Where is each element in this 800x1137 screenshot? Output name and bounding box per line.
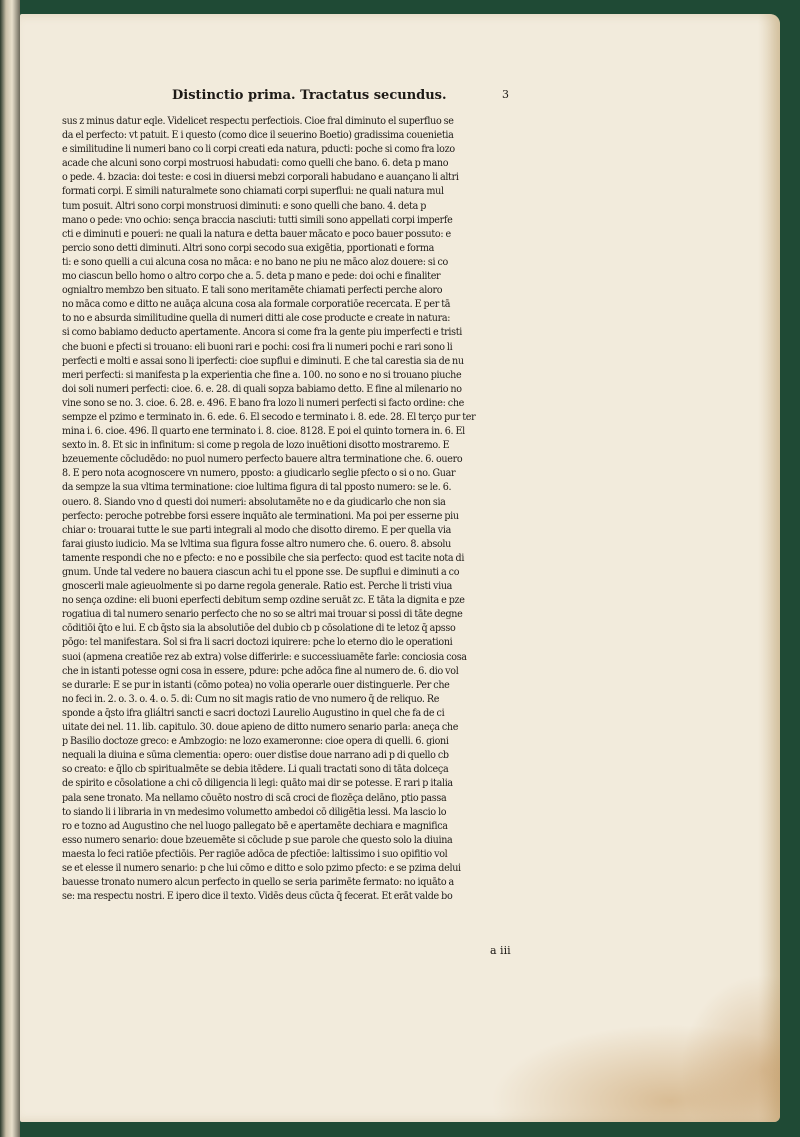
text-line: 8. E pero nota acognoscere vn numero, pposto: a giudicarlo seglie pfecto o si o no. Guar bbox=[62, 467, 456, 480]
text-line: ti: e sono quelli a cui alcuna cosa no māca: e no bano ne piu ne māco aloz douere: si co bbox=[62, 255, 448, 268]
text-line: no sença ozdine: eli buoni eperfecti debitum semp ozdine seruāt zc. E tāta la dignita e pze bbox=[62, 594, 465, 607]
text-line: da el perfecto: vt patuit. E i questo (como dice il seuerino Boetio) gradissima couenietia bbox=[62, 129, 454, 142]
text-line: cti e diminuti e poueri: ne quali la natura e detta bauer mācato e poco bauer possuto: e bbox=[62, 227, 451, 240]
text-line: no feci in. 2. o. 3. o. 4. o. 5. di: Cum no sit magis ratio de vno numero q̄ de reliquo. Re bbox=[62, 692, 440, 705]
text-line: perfecto: peroche potrebbe forsi essere inquāto ale terminationi. Ma poi per esserne piu bbox=[62, 509, 459, 522]
text-line: maesta lo feci ratiōe pfectiōis. Per ragiōe adōca de pfectiōe: laltissimo i suo opifitio vol bbox=[62, 847, 448, 860]
text-line: rogatiua di tal numero senario perfecto che no so se altri mai trouar si possi di tāte degne bbox=[62, 608, 463, 621]
text-line: no māca como e ditto ne auāça alcuna cosa ala formale corporatiōe recercata. E per tā bbox=[62, 298, 451, 311]
text-line: to no e absurda similitudine quella di numeri ditti ale cose producte e create in natura: bbox=[62, 312, 451, 325]
text-line: ro e tozno ad Augustino che nel luogo pallegato bē e apertamēte dechiara e magnifica bbox=[62, 819, 448, 832]
text-line: to siando li i libraria in vn medesimo volumetto ambedoi cō diligētia lessi. Ma lascio lo bbox=[62, 805, 447, 818]
text-line: nequali la diuina e sūma clementia: opero: ouer distīse doue narrano adi p di quello cb bbox=[62, 749, 449, 762]
text-line: o pede. 4. bzacia: doi teste: e cosi in diuersi mebzi corporali habudano e auançano li altri bbox=[62, 171, 459, 184]
header-title: Distinctio prima. Tractatus secundus. bbox=[172, 88, 447, 103]
text-line: sponde a q̄sto ifra gliáltri sancti e sacri doctozi Laurelio Augustino in quel che fa de ci bbox=[62, 706, 445, 719]
text-line: ognialtro membzo ben situato. E tali sono meritamēte chiamati perfecti perche aloro bbox=[62, 284, 443, 297]
text-line: perfecti e molti e assai sono li iperfecti: cioe supflui e diminuti. E che tal carestia sia de nu bbox=[62, 354, 464, 367]
text-line: gnum. Unde tal vedere no bauera ciascun achi tu el ppone sse. De supflui e diminuti a co bbox=[62, 566, 460, 578]
text-line: se: ma respectu nostri. E ipero dice il texto. Vidēs deus cūcta q̄ fecerat. Et erāt valde bo bbox=[62, 890, 453, 903]
text-line: da sempze la sua vltima terminatione: cioe lultima figura di tal pposto numero: se le. 6. bbox=[62, 481, 452, 494]
text-line: suoi (apmena creatiōe rez ab extra) volse differirle: e successiuamēte farle: conciosia cosa bbox=[62, 650, 467, 663]
text-line: doi soli numeri perfecti: cioe. 6. e. 28. di quali sopza babiamo detto. E fine al milenario no bbox=[62, 382, 462, 395]
page-edge-wear bbox=[758, 14, 780, 1122]
book-page bbox=[20, 14, 780, 1122]
signature-mark: a iii bbox=[490, 944, 511, 957]
text-line: che in istanti potesse ogni cosa in essere, pdure: pche adōca fine al numero de. 6. dio vol bbox=[62, 664, 459, 677]
text-line: mo ciascun bello homo o altro corpo che a. 5. deta p mano e pede: doi ochi e finaliter bbox=[62, 270, 441, 283]
text-line: so creato: e q̄llo cb spiritualmēte se debia itēdere. Li quali tractati sono di tāta dolceça bbox=[62, 763, 449, 776]
text-line: meri perfecti: si manifesta p la experientia che fine a. 100. no sono e no si trouano piuche bbox=[62, 368, 462, 381]
text-line: ouero. 8. Siando vno d questi doi numeri: absolutamēte no e da giudicarlo che non sia bbox=[62, 495, 446, 508]
text-line: vine sono se no. 3. cioe. 6. 28. e. 496. E bano fra lozo li numeri perfecti si facto ordine: che bbox=[62, 396, 465, 409]
text-line: chiar o: trouarai tutte le sue parti integrali al modo che disotto diremo. E per quella via bbox=[62, 523, 451, 536]
text-line: uitate dei nel. 11. lib. capitulo. 30. doue apieno de ditto numero senario parla: aneça che bbox=[62, 721, 459, 734]
text-line: sexto in. 8. Et sic in infinitum: si come p regola de lozo inuētioni disotto mostraremo. E bbox=[62, 439, 450, 452]
text-line: sempze el pzimo e terminato in. 6. ede. 6. El secodo e terminato i. 8. ede. 28. El terço pur ter bbox=[62, 410, 476, 423]
text-line: si como babiamo deducto apertamente. Ancora si come fra la gente piu imperfecti e tristi bbox=[62, 326, 462, 339]
text-line: mina i. 6. cioe. 496. Il quarto ene terminato i. 8. cioe. 8128. E poi el quinto tornera in. 6. El bbox=[62, 425, 465, 438]
body-text bbox=[62, 114, 562, 903]
text-line: mano o pede: vno ochio: sença braccia nasciuti: tutti simili sono appellati corpi imperfe bbox=[62, 213, 453, 226]
text-line: bauesse tronato numero alcun perfecto in quello se seria parimēte fermato: no iquāto a bbox=[62, 876, 454, 889]
text-line: tamente respondi che no e pfecto: e no e possibile che sia perfecto: quod est tacite nota di bbox=[62, 551, 465, 564]
text-line: se et elesse il numero senario: p che lui cōmo e ditto e solo pzimo pfecto: e se pzima delui bbox=[62, 861, 461, 874]
text-line: tum posuit. Altri sono corpi monstruosi diminuti: e sono quelli che bano. 4. deta p bbox=[62, 199, 427, 212]
corner-stain bbox=[680, 974, 780, 1122]
text-line: pala sene tronato. Ma nellamo cōuēto nostro di scā croci de fiozēça delāno, ptio passa bbox=[62, 791, 447, 804]
running-header bbox=[172, 88, 572, 108]
text-line: bzeuemente cōcludēdo: no puol numero perfecto bauere altra terminatione che. 6. ouero bbox=[62, 453, 463, 466]
text-line: formati corpi. E simili naturalmete sono chiamati corpi superflui: ne quali natura mul bbox=[62, 185, 444, 198]
page-number: 3 bbox=[502, 88, 509, 101]
text-line: percio sono detti diminuti. Altri sono corpi secodo sua exigētia, pportionati e forma bbox=[62, 241, 435, 254]
text-line: se durarle: E se pur in istanti (cōmo potea) no volia operarle ouer distinguerle. Per che bbox=[62, 678, 450, 691]
text-line: sus z minus datur eqle. Videlicet respectu perfectiois. Cioe fral diminuto el superfluo se bbox=[62, 115, 454, 127]
text-line: acade che alcuni sono corpi mostruosi habudati: como quelli che bano. 6. deta p mano bbox=[62, 157, 449, 170]
text-line: gnoscerli male agieuolmente si po darne regola generale. Ratio est. Perche li tristi viua bbox=[62, 580, 453, 593]
text-line: esso numero senario: doue bzeuemēte si cōclude p sue parole che questo solo la diuina bbox=[62, 833, 453, 846]
text-line: che buoni e pfecti si trouano: eli buoni rari e pochi: cosi fra li numeri pochi e rari sono li bbox=[62, 340, 453, 353]
text-line: cōditiōi q̄to e lui. E cb q̄sto sia la absolutiōe del dubio cb p cōsolatione di te letoz q̄ apsso bbox=[62, 622, 456, 635]
text-line: pōgo: tel manifestara. Sol si fra li sacri doctozi iquirere: pche lo eterno dio le operationi bbox=[62, 636, 453, 649]
text-line: p Basilio doctoze greco: e Ambzogio: ne lozo exameronne: cioe opera di quelli. 6. gioni bbox=[62, 735, 449, 748]
text-line: e similitudine li numeri bano co li corpi creati eda natura, pducti: poche si como fra lozo bbox=[62, 143, 455, 156]
text-line: de spirito e cōsolatione a chi cō diligencia li legi: quāto mai dir se potesse. E rari p italia bbox=[62, 777, 453, 790]
adjacent-page-edge bbox=[0, 0, 20, 1137]
text-line: farai giusto iudicio. Ma se lvltima sua figura fosse altro numero che. 6. ouero. 8. absolu bbox=[62, 537, 451, 550]
